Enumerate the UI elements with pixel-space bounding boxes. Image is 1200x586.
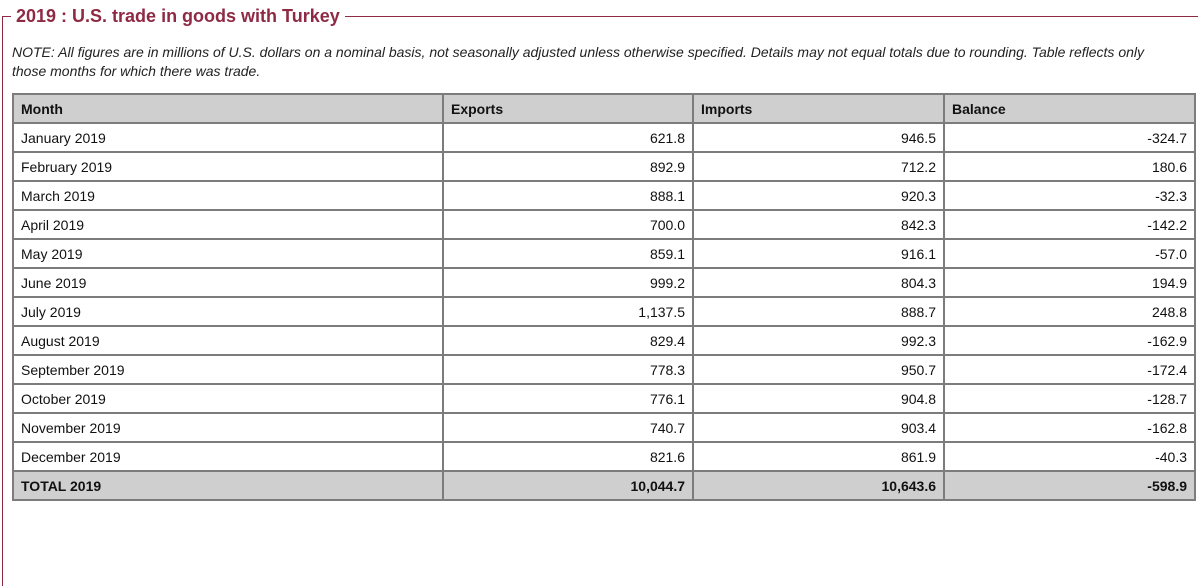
exports-cell: 621.8 — [443, 123, 693, 152]
table-row — [13, 152, 1195, 181]
balance-cell: -32.3 — [944, 181, 1195, 210]
exports-cell: 740.7 — [443, 413, 693, 442]
panel-title: 2019 : U.S. trade in goods with Turkey — [11, 4, 345, 28]
exports-cell: 999.2 — [443, 268, 693, 297]
imports-cell: 888.7 — [693, 297, 944, 326]
column-header-imports: Imports — [693, 94, 944, 123]
imports-cell: 920.3 — [693, 181, 944, 210]
note-text: NOTE: All figures are in millions of U.S. dollars on a nominal basis, not seasonally adjusted unless otherwise specified. Details may not equal totals due to rounding. Table reflects only those months for which there was trade. — [12, 44, 1144, 79]
table-row — [13, 355, 1195, 384]
column-header-exports: Exports — [443, 94, 693, 123]
imports-cell: 904.8 — [693, 384, 944, 413]
month-cell: October 2019 — [13, 384, 443, 413]
imports-cell: 712.2 — [693, 152, 944, 181]
month-cell: May 2019 — [13, 239, 443, 268]
month-cell: November 2019 — [13, 413, 443, 442]
column-header-balance: Balance — [944, 94, 1195, 123]
month-cell: July 2019 — [13, 297, 443, 326]
exports-cell: 700.0 — [443, 210, 693, 239]
table-row — [13, 210, 1195, 239]
balance-cell: -142.2 — [944, 210, 1195, 239]
table-row — [13, 181, 1195, 210]
table-row — [13, 239, 1195, 268]
table-row — [13, 268, 1195, 297]
table-row — [13, 442, 1195, 471]
balance-cell: -57.0 — [944, 239, 1195, 268]
imports-cell: 903.4 — [693, 413, 944, 442]
imports-cell: 916.1 — [693, 239, 944, 268]
exports-cell: 776.1 — [443, 384, 693, 413]
total-imports-cell: 10,643.6 — [693, 471, 944, 500]
table-header-row — [13, 94, 1195, 123]
imports-cell: 842.3 — [693, 210, 944, 239]
balance-cell: -162.9 — [944, 326, 1195, 355]
balance-cell: 194.9 — [944, 268, 1195, 297]
month-cell: April 2019 — [13, 210, 443, 239]
month-cell: August 2019 — [13, 326, 443, 355]
month-cell: January 2019 — [13, 123, 443, 152]
exports-cell: 829.4 — [443, 326, 693, 355]
balance-cell: -172.4 — [944, 355, 1195, 384]
imports-cell: 992.3 — [693, 326, 944, 355]
month-cell: December 2019 — [13, 442, 443, 471]
table-row — [13, 413, 1195, 442]
table-row — [13, 384, 1195, 413]
imports-cell: 946.5 — [693, 123, 944, 152]
exports-cell: 1,137.5 — [443, 297, 693, 326]
exports-cell: 859.1 — [443, 239, 693, 268]
exports-cell: 821.6 — [443, 442, 693, 471]
total-exports-cell: 10,044.7 — [443, 471, 693, 500]
balance-cell: -128.7 — [944, 384, 1195, 413]
table-row — [13, 123, 1195, 152]
imports-cell: 804.3 — [693, 268, 944, 297]
balance-cell: 248.8 — [944, 297, 1195, 326]
balance-cell: -162.8 — [944, 413, 1195, 442]
table-row — [13, 326, 1195, 355]
trade-table — [12, 93, 1196, 501]
total-balance-cell: -598.9 — [944, 471, 1195, 500]
exports-cell: 888.1 — [443, 181, 693, 210]
imports-cell: 950.7 — [693, 355, 944, 384]
balance-cell: -40.3 — [944, 442, 1195, 471]
month-cell: September 2019 — [13, 355, 443, 384]
total-label-cell: TOTAL 2019 — [13, 471, 443, 500]
exports-cell: 892.9 — [443, 152, 693, 181]
column-header-month: Month — [13, 94, 443, 123]
total-row — [13, 471, 1195, 500]
month-cell: March 2019 — [13, 181, 443, 210]
month-cell: February 2019 — [13, 152, 443, 181]
balance-cell: 180.6 — [944, 152, 1195, 181]
table-row — [13, 297, 1195, 326]
balance-cell: -324.7 — [944, 123, 1195, 152]
imports-cell: 861.9 — [693, 442, 944, 471]
month-cell: June 2019 — [13, 268, 443, 297]
exports-cell: 778.3 — [443, 355, 693, 384]
